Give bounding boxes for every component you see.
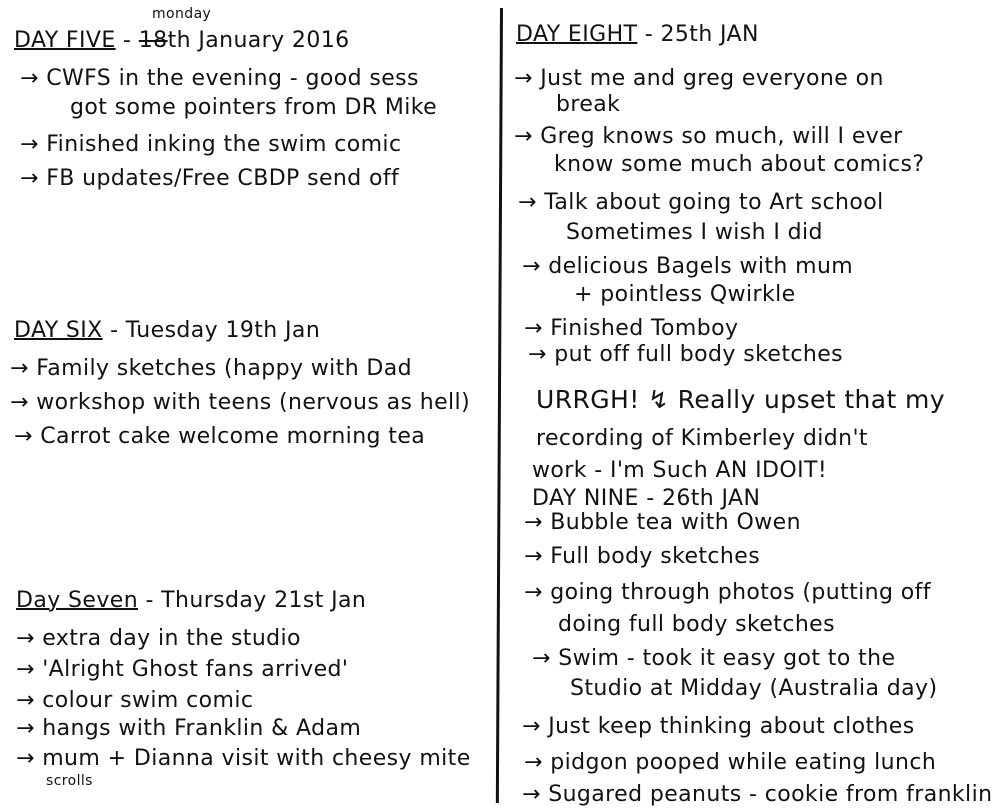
day-nine-item: → Bubble tea with Owen — [524, 510, 801, 535]
day-eight-item: → Greg knows so much, will I ever — [514, 124, 903, 149]
day-nine-item: → Just keep thinking about clothes — [522, 714, 915, 739]
day-nine-date: - 26th JAN — [646, 486, 761, 511]
day-six-item: → Family sketches (happy with Dad — [10, 356, 413, 381]
day-eight-item: → put off full body sketches — [528, 342, 844, 367]
day-nine-title — [532, 486, 760, 512]
day-five-heading: DAY FIVE — [14, 28, 116, 53]
day-nine-item: → pidgon pooped while eating lunch — [524, 750, 937, 775]
day-eight-note: work - I'm Such AN IDOIT! — [532, 458, 828, 483]
day-seven-title — [16, 588, 366, 614]
day-nine-item: Studio at Midday (Australia day) — [570, 676, 938, 701]
day-five-date: th January 2016 — [167, 28, 350, 53]
day-eight-note: recording of Kimberley didn't — [536, 426, 868, 451]
day-eight-item: know some much about comics? — [554, 152, 925, 177]
column-divider — [496, 8, 503, 803]
day-nine-item: → Sugared peanuts - cookie from franklin — [522, 782, 993, 807]
day-seven-item: → extra day in the studio — [16, 626, 301, 651]
day-five-struck-date: 18 — [138, 28, 168, 53]
day-eight-heading: DAY EIGHT — [516, 22, 638, 47]
day-nine-item: → going through photos (putting off — [524, 580, 931, 605]
day-eight-item: → Just me and greg everyone on — [514, 66, 884, 91]
day-six-item: → Carrot cake welcome morning tea — [14, 424, 426, 449]
day-nine-heading: DAY NINE — [532, 486, 639, 511]
inserted-weekday: monday — [152, 6, 212, 22]
day-eight-item: Sometimes I wish I did — [566, 220, 823, 245]
day-six-title — [14, 318, 320, 344]
day-eight-date: - 25th JAN — [644, 22, 759, 47]
day-nine-item: → Full body sketches — [524, 544, 761, 569]
day-seven-date: - Thursday 21st Jan — [145, 588, 367, 613]
day-eight-item: + pointless Qwirkle — [574, 282, 796, 307]
day-nine-item: → Swim - took it easy got to the — [532, 646, 896, 671]
day-six-heading: DAY SIX — [14, 318, 103, 343]
day-five-item: → CWFS in the evening - good sess — [20, 66, 419, 91]
day-seven-heading: Day Seven — [16, 588, 139, 613]
day-six-date: - Tuesday 19th Jan — [110, 318, 321, 343]
day-eight-note: URRGH! ↯ Really upset that my — [536, 385, 945, 414]
day-five-dash: - — [123, 28, 132, 53]
day-eight-title — [516, 22, 759, 48]
day-five-title — [14, 28, 350, 54]
day-eight-item: → Talk about going to Art school — [518, 190, 884, 215]
day-nine-item: doing full body sketches — [558, 612, 835, 637]
day-seven-item: scrolls — [46, 773, 93, 789]
day-eight-item: break — [556, 92, 621, 117]
day-eight-item: → delicious Bagels with mum — [522, 254, 854, 279]
day-five-item: → Finished inking the swim comic — [20, 132, 402, 157]
day-five-item: got some pointers from DR Mike — [70, 95, 438, 120]
day-seven-item: → mum + Dianna visit with cheesy mite — [16, 746, 471, 771]
day-five-item: → FB updates/Free CBDP send off — [20, 166, 400, 191]
day-eight-item: → Finished Tomboy — [524, 316, 739, 341]
day-six-item: → workshop with teens (nervous as hell) — [10, 390, 471, 415]
day-seven-item: → 'Alright Ghost fans arrived' — [16, 657, 349, 682]
day-seven-item: → hangs with Franklin & Adam — [16, 716, 362, 741]
day-seven-item: → colour swim comic — [16, 688, 254, 713]
